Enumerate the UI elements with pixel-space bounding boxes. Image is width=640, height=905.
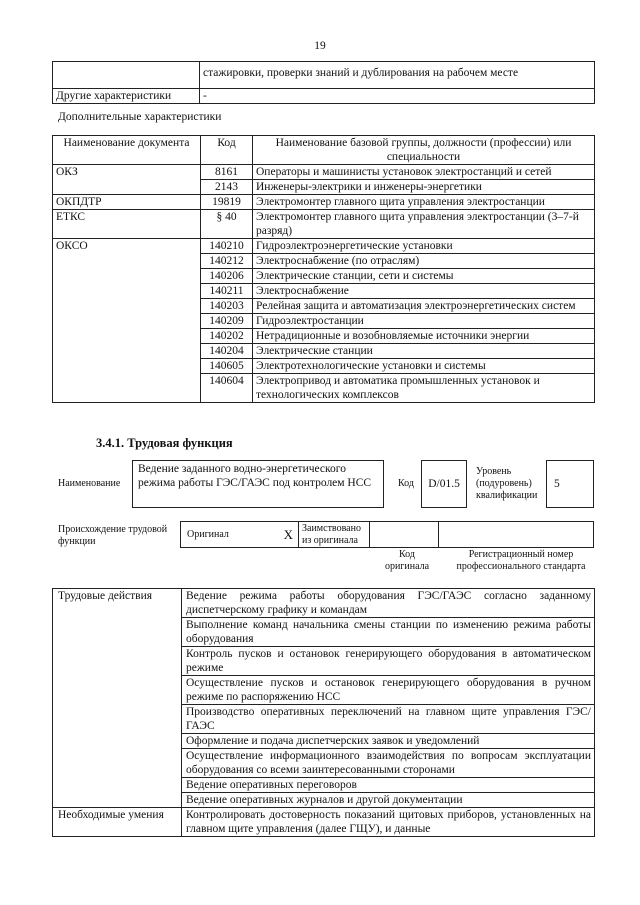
row-code: 2143 [201, 180, 253, 195]
action-row [53, 589, 595, 618]
row-name: Электрические станции, сети и системы [253, 269, 595, 284]
action-item: Производство оперативных переключений на главном щите управления ГЭС/ГАЭС [182, 705, 595, 734]
origin-reg-cell [439, 522, 594, 548]
row-name: Релейная защита и автоматизация электроэнергетических систем [253, 299, 595, 314]
action-item: Выполнение команд начальника смены станции по изменению режима работы оборудования [182, 618, 595, 647]
row-code: 140210 [201, 239, 253, 254]
other-characteristics-label: Другие характеристики [53, 89, 200, 104]
action-item: Осуществление информационного взаимодействия по вопросам эксплуатации оборудования со всеми заинтересованными сторонами [182, 749, 595, 778]
origin-label: Происхождение трудовой функции [58, 524, 168, 547]
row-code: 140604 [201, 374, 253, 403]
additional-title: Дополнительные характеристики [58, 111, 222, 123]
actions-label: Трудовые действия [53, 589, 182, 808]
row-doc: ОКПДТР [53, 195, 201, 210]
row-code: 140206 [201, 269, 253, 284]
row-code: 8161 [201, 165, 253, 180]
origin-mark: X [250, 522, 299, 548]
header-code: Код [201, 136, 253, 165]
additional-row [53, 195, 595, 210]
row-name: Инженеры-электрики и инженеры-энергетики [253, 180, 595, 195]
header-doc: Наименование документа [53, 136, 201, 165]
top-table [52, 61, 595, 104]
row-name: Операторы и машинисты установок электростанций и сетей [253, 165, 595, 180]
row-doc: ОКЗ [53, 165, 201, 195]
function-level-box: 5 [546, 460, 594, 508]
origin-borrowed: Заимствовано из оригинала [299, 522, 370, 548]
row-doc: ЕТКС [53, 210, 201, 239]
additional-row [53, 210, 595, 239]
name-label: Наименование [58, 478, 121, 489]
actions-table [52, 588, 595, 837]
row-name: Гидроэлектроэнергетические установки [253, 239, 595, 254]
skills-label: Необходимые умения [53, 808, 182, 837]
row-code: 140605 [201, 359, 253, 374]
row-name: Нетрадиционные и возобновляемые источники энергии [253, 329, 595, 344]
action-item: Осуществление пусков и остановок генерирующего оборудования в ручном режиме по распоряжению НСС [182, 676, 595, 705]
origin-original: Оригинал [181, 522, 251, 548]
skills-row [53, 808, 595, 837]
action-item: Контроль пусков и остановок генерирующего оборудования в автоматическом режиме [182, 647, 595, 676]
row-name: Электропривод и автоматика промышленных установок и технологических комплексов [253, 374, 595, 403]
header-name: Наименование базовой группы, должности (профессии) или специальности [253, 136, 595, 165]
row-name: Электротехнологические установки и системы [253, 359, 595, 374]
function-heading: 3.4.1. Трудовая функция [96, 436, 233, 450]
row-name: Гидроэлектростанции [253, 314, 595, 329]
row-name: Электрические станции [253, 344, 595, 359]
action-item: Ведение режима работы оборудования ГЭС/ГАЭС согласно заданному диспетчерскому графику и командам [182, 589, 595, 618]
origin-table [180, 521, 594, 548]
row-name: Электромонтер главного щита управления электростанции [253, 195, 595, 210]
row-name: Электроснабжение (по отраслям) [253, 254, 595, 269]
other-characteristics-value: - [200, 89, 595, 104]
origin-code-cell [370, 522, 439, 548]
row-code: 140212 [201, 254, 253, 269]
page-number: 19 [314, 40, 326, 52]
row-code: § 40 [201, 210, 253, 239]
row-code: 140211 [201, 284, 253, 299]
function-code-box: D/01.5 [421, 460, 467, 508]
skills-text: Контролировать достоверность показаний щитовых приборов, установленных на главном щите управления (далее ГЩУ), и данные [182, 808, 595, 837]
code-label: Код [398, 478, 414, 489]
top-row-text: стажировки, проверки знаний и дублирования на рабочем месте [200, 62, 595, 89]
action-item: Ведение оперативных переговоров [182, 778, 595, 793]
row-code: 19819 [201, 195, 253, 210]
row-code: 140203 [201, 299, 253, 314]
row-code: 140209 [201, 314, 253, 329]
additional-row [53, 165, 595, 180]
action-item: Оформление и подача диспетчерских заявок и уведомлений [182, 734, 595, 749]
additional-table [52, 135, 595, 403]
level-label: Уровень (подуровень) квалификации [476, 466, 538, 501]
row-name: Электромонтер главного щита управления электростанции (3–7-й разряд) [253, 210, 595, 239]
origin-code-caption: Код оригинала [384, 549, 430, 572]
additional-row [53, 239, 595, 254]
row-code: 140204 [201, 344, 253, 359]
origin-reg-caption: Регистрационный номер профессионального стандарта [456, 549, 586, 572]
row-name: Электроснабжение [253, 284, 595, 299]
action-item: Ведение оперативных журналов и другой документации [182, 793, 595, 808]
function-name-box: Ведение заданного водно-энергетического режима работы ГЭС/ГАЭС под контролем НСС [132, 460, 384, 508]
row-code: 140202 [201, 329, 253, 344]
row-doc: ОКСО [53, 239, 201, 403]
